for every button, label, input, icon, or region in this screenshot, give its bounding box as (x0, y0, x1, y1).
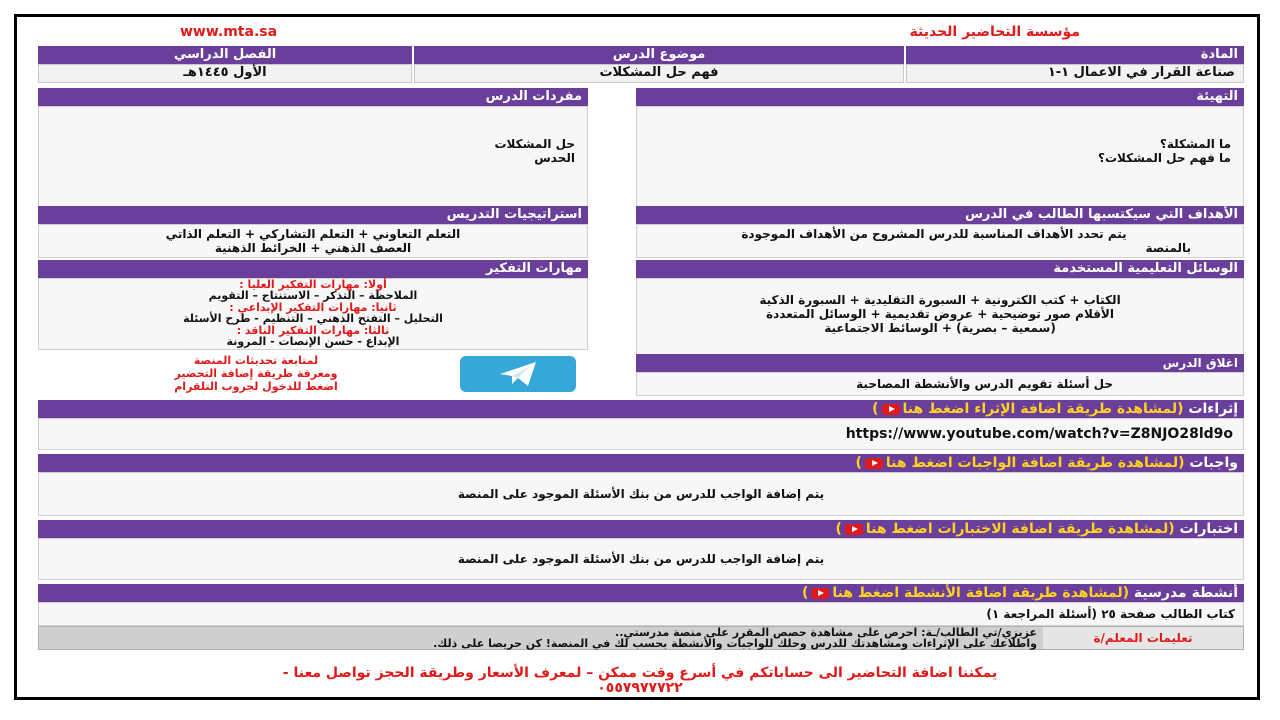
thinking-line: الملاحظة – التذكر – الاستنتاج – التقويم (208, 289, 418, 302)
intro-line: ما المشكلة؟ (1159, 137, 1231, 151)
topic-value: فهم حل المشكلات (414, 64, 904, 83)
homework-section (38, 454, 1244, 514)
enrichment-link[interactable]: (لمشاهدة طريقة اضافة الإثراء اضغط هنا) (872, 401, 1184, 417)
paper-plane-icon (460, 356, 576, 392)
vocab-line: حل المشكلات (494, 137, 575, 151)
strategies-line: التعلم التعاوني + التعلم التشاركي + التعلم الذاتي (165, 227, 461, 241)
enrichment-url[interactable]: https://www.youtube.com/watch?v=Z8NJO28ld9o (38, 418, 1244, 450)
telegram-line: لمتابعة تحديثات المنصة (193, 354, 319, 367)
homework-header (38, 454, 1244, 472)
youtube-icon (865, 458, 883, 469)
tools-line: (سمعية – بصرية) + الوسائط الاجتماعية (824, 321, 1056, 335)
closing-title: اغلاق الدرس (636, 354, 1244, 372)
homework-link-text: (لمشاهدة طريقة اضافة الواجبات اضغط هنا (885, 455, 1185, 471)
activities-link-text: (لمشاهدة طريقة اضافة الأنشطة اضغط هنا (832, 585, 1130, 601)
vocab-title: مفردات الدرس (38, 88, 588, 106)
goals-line: بالمنصة (1145, 241, 1191, 255)
closing-section (636, 354, 1244, 394)
teacher-notes-label: تعليمات المعلم/ة (1043, 627, 1243, 649)
activities-text: كتاب الطالب صفحة ٢٥ (أسئلة المراجعة ١) (38, 602, 1244, 626)
org-name: مؤسسة التحاضير الحديثة (909, 24, 1080, 40)
goals-title: الأهداف التي سيكتسبها الطالب في الدرس (636, 206, 1244, 224)
strategies-title: استراتيجيات التدريس (38, 206, 588, 224)
vocab-line: الحدس (534, 151, 575, 165)
thinking-heading: ثالثا: مهارات التفكير الناقد : (236, 324, 390, 337)
site-url[interactable]: www.mta.sa (180, 24, 278, 40)
telegram-icon[interactable] (460, 356, 576, 392)
thinking-line: التحليل – التفتح الذهني – التنظيم - طرح الأسئلة (183, 312, 443, 325)
closing-text: حل أسئلة تقويم الدرس والأنشطة المصاحبة (636, 372, 1244, 396)
youtube-icon (882, 404, 900, 415)
teacher-notes (38, 626, 1244, 650)
homework-link[interactable]: (لمشاهدة طريقة اضافة الواجبات اضغط هنا) (855, 455, 1185, 471)
subject-value: صناعة القرار في الاعمال ١-١ (906, 64, 1244, 83)
youtube-icon (811, 588, 829, 599)
strategies-line: العصف الذهني + الخرائط الذهنية (214, 241, 412, 255)
subject-label: المادة (906, 46, 1244, 64)
activities-title: أنشطة مدرسية (1133, 585, 1238, 601)
enrichment-link-text: (لمشاهدة طريقة اضافة الإثراء اضغط هنا (902, 401, 1184, 417)
teacher-notes-line: واطلاعك على الإثراءات ومشاهدتك للدرس وحلك للواجبات والأنشطة بحسب لك في المنصة! كن حريصا على ذلك. (433, 637, 1037, 650)
thinking-line: الإبداع - حسن الإنصات - المرونة (226, 335, 400, 348)
goals-section (636, 206, 1244, 254)
enrichment-section (38, 400, 1244, 448)
activities-link[interactable]: (لمشاهدة طريقة اضافة الأنشطة اضغط هنا) (801, 585, 1130, 601)
tests-title: اختبارات (1179, 521, 1238, 537)
footer-phone[interactable]: ٠٥٥٧٩٧٧٧٢٢ (597, 680, 683, 696)
topic-label: موضوع الدرس (414, 46, 904, 64)
semester-value: الأول ١٤٤٥هـ (38, 64, 412, 83)
goals-line: يتم تحدد الأهداف المناسبة للدرس المشروح من الأهداف الموجودة (741, 227, 1127, 241)
homework-title: واجبات (1189, 455, 1238, 471)
tools-section (636, 260, 1244, 348)
intro-title: التهيئة (636, 88, 1244, 106)
info-bar (38, 46, 1244, 82)
vocab-section (38, 88, 588, 198)
teacher-notes-body (47, 627, 1037, 649)
footer-line: يمكننا اضافة التحاضير الى حساباتكم في أسرع وقت ممكن – لمعرف الأسعار وطريقة الحجز تواصل معنا - (282, 665, 998, 681)
thinking-title: مهارات التفكير (38, 260, 588, 278)
tools-line: الكتاب + كتب الكترونية + السبورة التقليدية + السبورة الذكية (759, 293, 1121, 307)
thinking-section (38, 260, 588, 348)
semester-label: الفصل الدراسي (38, 46, 412, 64)
tests-text: يتم إضافة الواجب للدرس من بنك الأسئلة الموجود على المنصة (38, 538, 1244, 580)
telegram-line: اضغط للدخول لجروب التلقرام (174, 380, 338, 393)
activities-header (38, 584, 1244, 602)
tests-header (38, 520, 1244, 538)
strategies-section (38, 206, 588, 254)
thinking-heading: أولا: مهارات التفكير العليا : (239, 278, 387, 291)
intro-section (636, 88, 1244, 198)
tests-link[interactable]: (لمشاهدة طريقة اضافة الاختبارات اضغط هنا) (835, 521, 1175, 537)
homework-text: يتم إضافة الواجب للدرس من بنك الأسئلة الموجود على المنصة (38, 472, 1244, 516)
youtube-icon (845, 524, 863, 535)
subject-cell (906, 46, 1244, 83)
telegram-line: ومعرفة طريقة إضافة التحضير (174, 367, 338, 380)
activities-section (38, 584, 1244, 624)
enrichment-header (38, 400, 1244, 418)
tools-line: الأقلام صور توضيحية + عروض تقديمية + الوسائل المتعددة (766, 307, 1114, 321)
telegram-promo[interactable] (136, 354, 376, 393)
intro-line: ما فهم حل المشكلات؟ (1097, 151, 1231, 165)
tests-section (38, 520, 1244, 578)
thinking-heading: ثانيا: مهارات التفكير الإبداعي : (229, 301, 397, 314)
tools-title: الوسائل التعليمية المستخدمة (636, 260, 1244, 278)
tests-link-text: (لمشاهدة طريقة اضافة الاختبارات اضغط هنا (865, 521, 1175, 537)
teacher-notes-line: عزيزي/تي الطالب/ـة: احرص على مشاهدة حصص المقرر على منصة مدرستي.. (615, 626, 1037, 639)
semester-cell (38, 46, 412, 83)
topic-cell (414, 46, 904, 83)
enrichment-title: إثراءات (1188, 401, 1238, 417)
